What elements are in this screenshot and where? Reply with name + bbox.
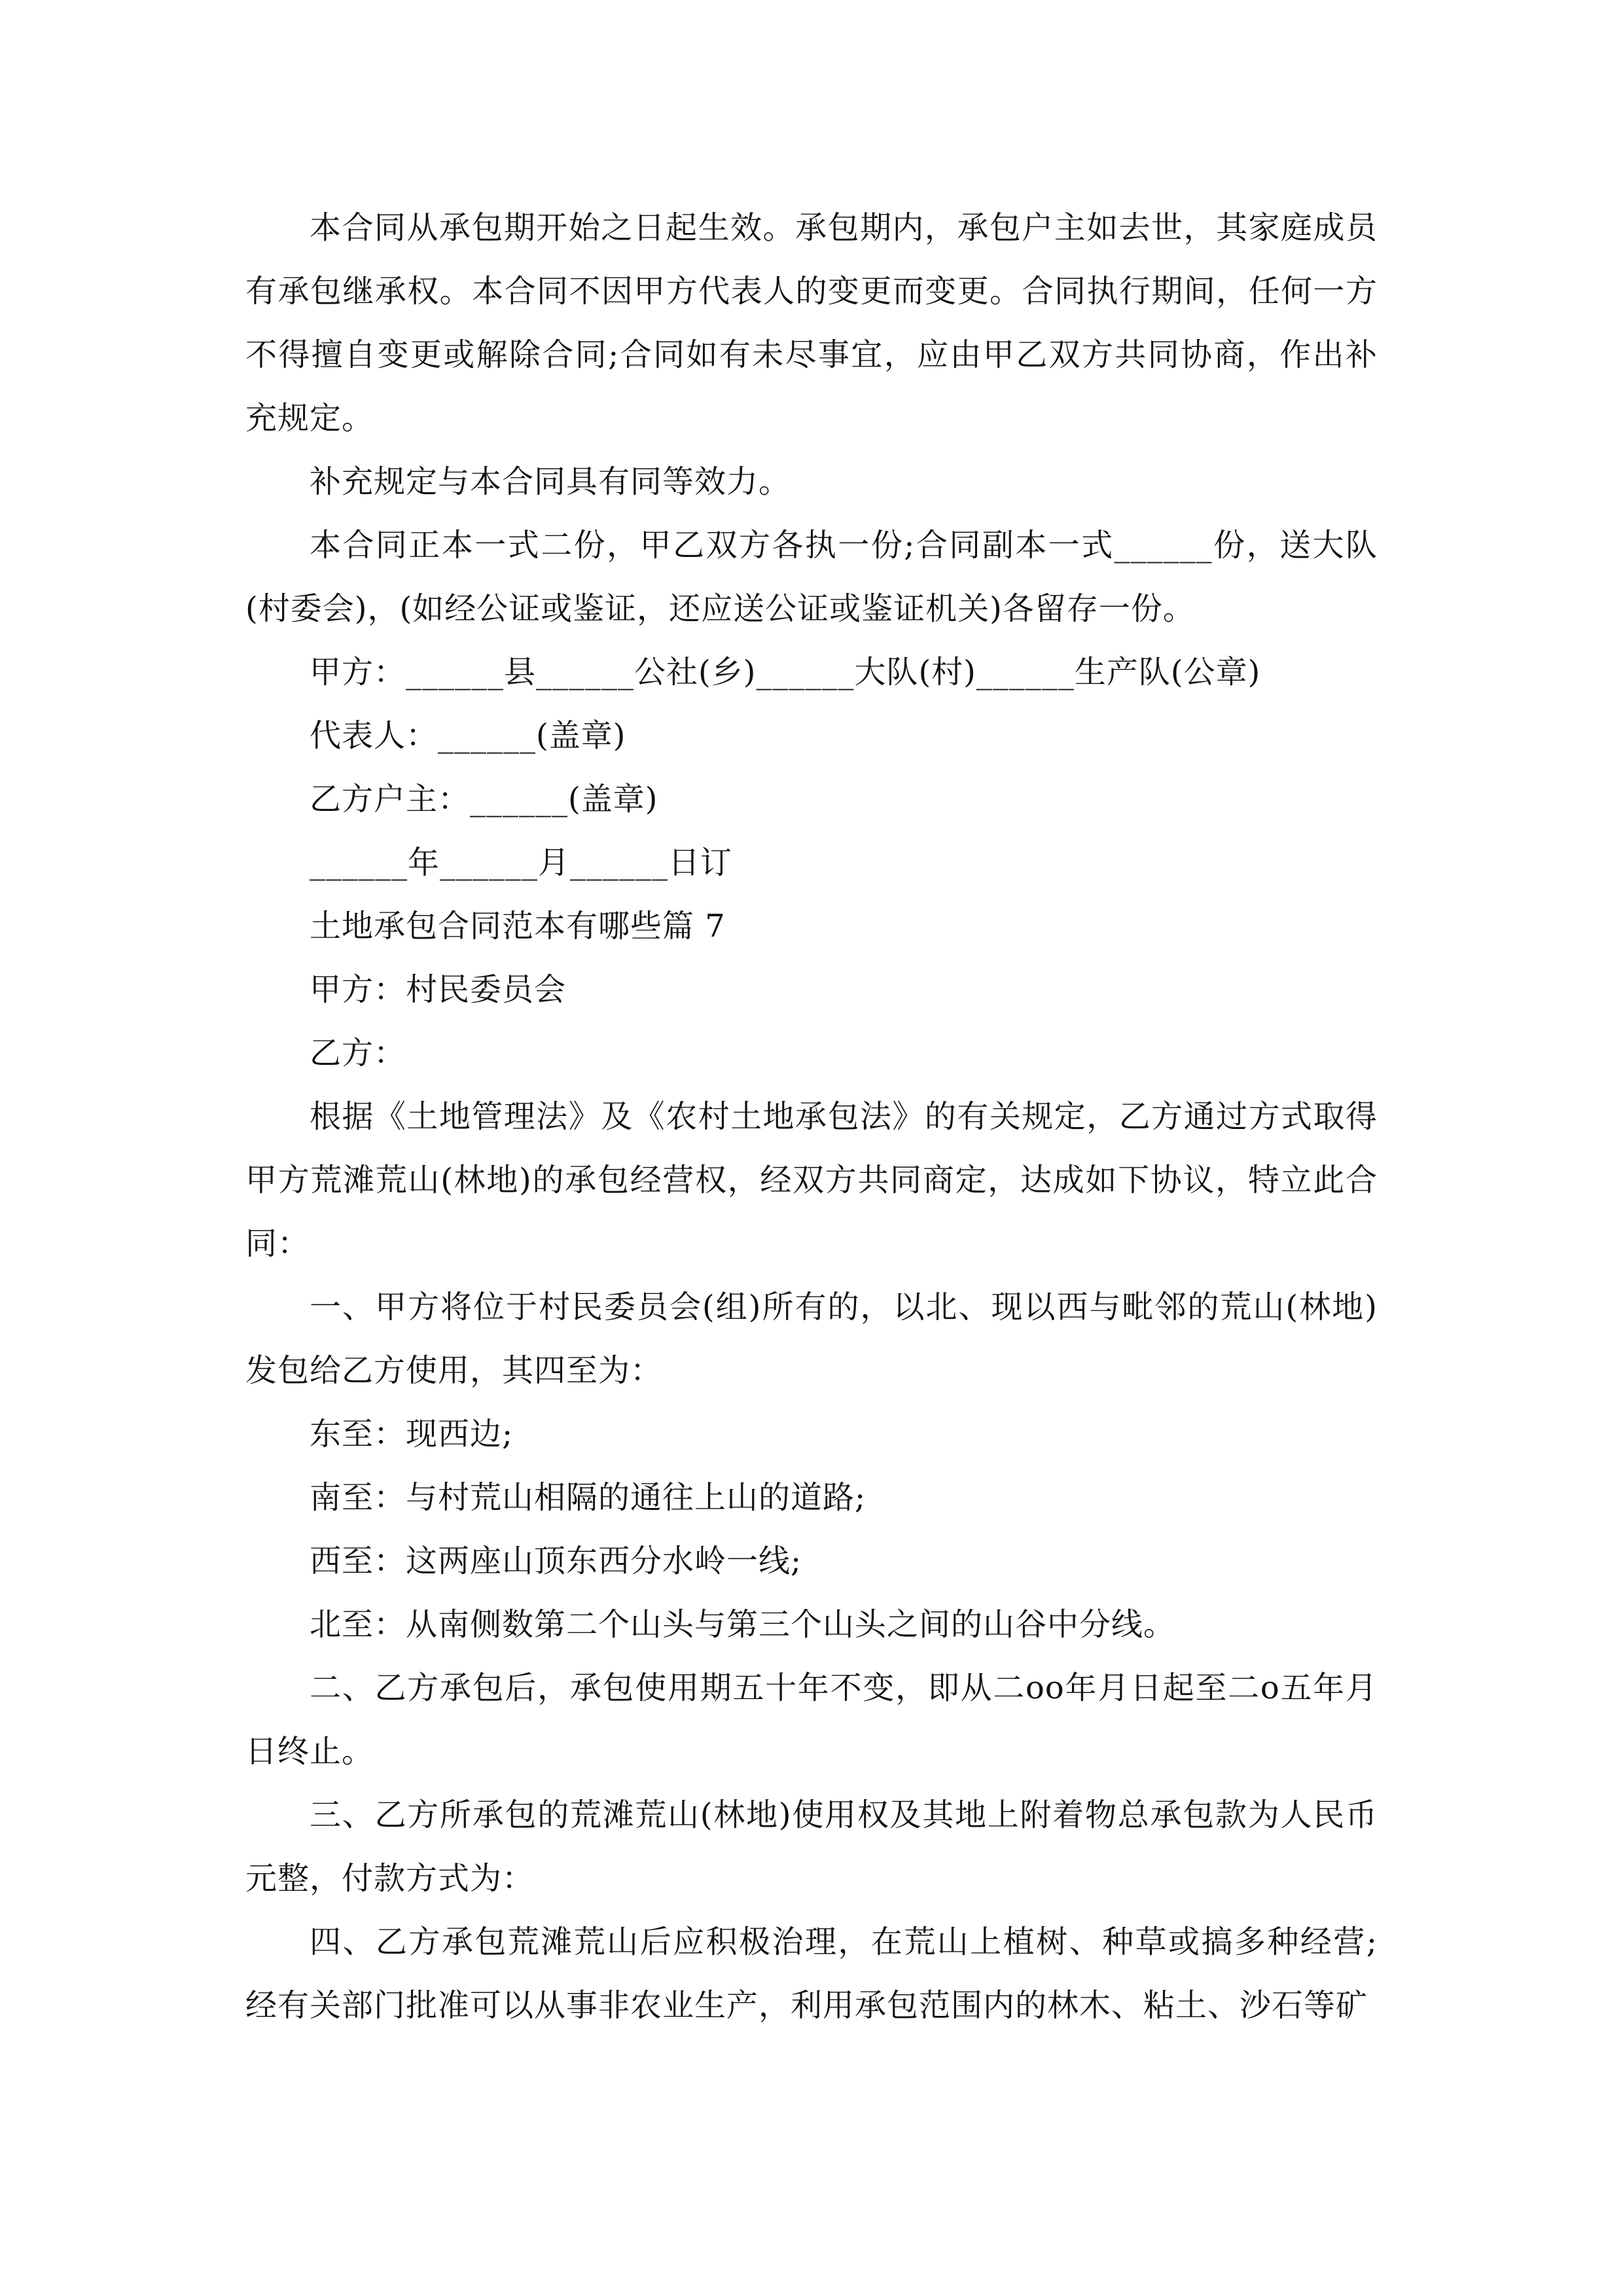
paragraph-clause-3: 三、乙方所承包的荒滩荒山(林地)使用权及其地上附着物总承包款为人民币元整，付款方式为： (245, 1797, 1378, 1897)
paragraph-clause-4: 四、乙方承包荒滩荒山后应积极治理，在荒山上植树、种草或搞多种经营;经有关部门批准可以从事非农业生产，利用承包范围内的林木、粘土、沙石等矿 (245, 1924, 1378, 2024)
paragraph-boundary-south: 南至：与村荒山相隔的通往上山的道路; (310, 1479, 866, 1516)
paragraph-clause-2: 二、乙方承包后，承包使用期五十年不变，即从二oo年月日起至二o五年月日终止。 (245, 1670, 1378, 1770)
document-body (245, 196, 1378, 2037)
paragraph-boundary-north: 北至：从南侧数第二个山头与第三个山头之间的山谷中分线。 (310, 1606, 1176, 1643)
paragraph-party-a-signature: 甲方：______县______公社(乡)______大队(村)______生产队(公章) (310, 654, 1261, 691)
paragraph-preamble: 根据《土地管理法》及《农村土地承包法》的有关规定，乙方通过方式取得甲方荒滩荒山(林地)的承包经营权，经双方共同商定，达成如下协议，特立此合同： (245, 1098, 1378, 1262)
paragraph-supplementary-effect: 补充规定与本合同具有同等效力。 (310, 463, 791, 500)
paragraph-party-b: 乙方： (310, 1035, 406, 1071)
paragraph-representative-signature: 代表人：______(盖章) (310, 717, 626, 754)
paragraph-effective-clause: 本合同从承包期开始之日起生效。承包期内，承包户主如去世，其家庭成员有承包继承权。本合同不因甲方代表人的变更而变更。合同执行期间，任何一方不得擅自变更或解除合同;合同如有未尽事宜，应由甲乙双方共同协商，作出补充规定。 (245, 209, 1378, 437)
paragraph-party-a: 甲方：村民委员会 (310, 971, 567, 1008)
paragraph-clause-1: 一、甲方将位于村民委员会(组)所有的，以北、现以西与毗邻的荒山(林地)发包给乙方使用，其四至为： (245, 1289, 1378, 1389)
paragraph-signing-date: ______年______月______日订 (310, 844, 733, 881)
paragraph-copies-clause: 本合同正本一式二份，甲乙双方各执一份;合同副本一式______份，送大队(村委会)，(如经公证或鉴证，还应送公证或鉴证机关)各留存一份。 (245, 527, 1378, 627)
paragraph-boundary-east: 东至：现西边; (310, 1416, 514, 1452)
paragraph-boundary-west: 西至：这两座山顶东西分水岭一线; (310, 1543, 802, 1579)
paragraph-party-b-signature: 乙方户主：______(盖章) (310, 781, 658, 817)
section-heading: 土地承包合同范本有哪些篇 7 (310, 908, 726, 944)
